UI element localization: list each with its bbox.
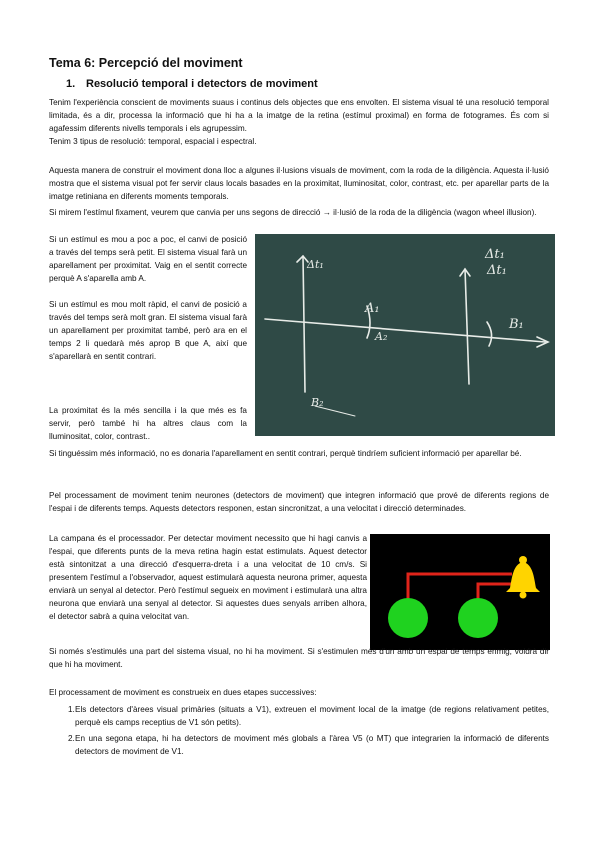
board-label-a1: A₁: [365, 301, 380, 316]
paragraph-motion-detectors: Pel processament de moviment tenim neurones (detectors de moviment) que integren informació que prové de diferents regions de l'espai i de diferents temps. Aquests detectors responen, estan sincronitzat, a una velocitat i direcció determinades.: [49, 491, 549, 513]
board-label-b2: B₂: [311, 396, 324, 409]
section-heading: [66, 78, 318, 90]
neuron-left: [388, 598, 428, 638]
paragraph-stages-intro: El processament de moviment es construeix en dues etapes successives:: [49, 688, 317, 697]
board-label-b1: B₁: [509, 317, 524, 332]
paragraph-slow-stimulus: Si un estímul es mou a poc a poc, el canvi de posició a través del temps serà petit. El sistema visual farà un aparellament per proximitat. Vaig en el sentit correcte perquè A s'aparella amb A.: [49, 235, 247, 283]
paragraph-single-stimulation: Si només s'estimulés una part del sistema visual, no hi ha moviment. Si s'estimulen més d'un amb un espai de temps enmig, voldrà dir que hi ha moviment.: [49, 647, 549, 669]
list-item-text: En una segona etapa, hi ha detectors de moviment més globals a l'àrea V5 (o MT) que integrarien la informació de diferents detectors de moviment de V1.: [75, 734, 549, 756]
blackboard-background: [255, 234, 555, 436]
paragraph-more-information: Si tinguéssim més informació, no es donaria l'aparellament en sentit contrari, perquè tindríem suficient informació per aparellar bé.: [49, 449, 522, 458]
paragraph-resolution-types: Tenim 3 tipus de resolució: temporal, espacial i espectral.: [49, 137, 257, 146]
board-label-at1: Δt₁: [487, 263, 507, 278]
blackboard-photo: [255, 234, 555, 436]
board-label-a2: A₂: [375, 330, 388, 343]
paragraph-intro: Tenim l'experiència conscient de moviments suaus i continus dels objectes que ens envolten. El sistema visual té una resolució temporal limitada, és a dir, processa la informació que hi ha a la imatge de la retina (estímul proximal) en forma de fotogrames. És com si agafessim diferents nivells temporals i els agrupessim.: [49, 98, 549, 133]
board-label-at1-top: Δt₁: [485, 247, 505, 262]
paragraph-proximity: La proximitat és la més sencilla i la que més es fa servir, però també hi ha altres claus com la lluminositat, color, contrast..: [49, 406, 247, 441]
paragraph-wagon-wheel: Si mirem l'estímul fixament, veurem que canvia per uns segons de direcció → il·lusió de la roda de la diligència (wagon wheel illusion).: [49, 208, 537, 217]
list-item: [49, 703, 549, 729]
board-label-at1-left: Δt₁: [307, 258, 324, 271]
list-item: [49, 732, 549, 758]
paragraph-illusions: Aquesta manera de construir el moviment dona lloc a algunes il·lusions visuals de moviment, com la roda de la diligència. Aquesta il·lusió mostra que el sistema visual pot fer servir claus locals basades en la proximitat, lluminositat, color, contrast, etc. per aparellar parts de la imatge retiniana en diferents moments temporals.: [49, 166, 549, 201]
list-item-text: Els detectors d'àrees visual primàries (situats a V1), extreuen el moviment local de la imatge (de regions relativament petites, perquè els camps receptius de V1 són petits).: [75, 705, 549, 727]
paragraph-fast-stimulus: Si un estímul es mou molt ràpid, el canvi de posició a través del temps serà molt gran. El sistema visual farà un aparellament per proximitat també, però ara en el temps 2 li quedarà més aprop B que A, així que s'aparellarà en sentit contrari.: [49, 300, 247, 361]
section-title: Resolució temporal i detectors de moviment: [86, 78, 318, 90]
list-item-number: 1.: [68, 705, 75, 714]
section-number: 1.: [66, 78, 76, 90]
motion-detector-diagram: [370, 534, 550, 650]
page-title: Tema 6: Percepció del moviment: [49, 56, 243, 70]
stages-list: [49, 703, 549, 761]
neuron-right: [458, 598, 498, 638]
list-item-number: 2.: [68, 734, 75, 743]
paragraph-bell-processor: La campana és el processador. Per detectar moviment necessito que hi hagi canvis a l'espai, que diferents punts de la meva retina hagin estat estimulats. Aquest detector està sintonitzat a una direcció d'esquerra-dreta i a una velocitat de 10 cm/s. Si presentem l'estímul a l'observador, aquest estimularà aquesta neurona primer, aquesta enviarà un senyal al detector. Però l'estímul segueix en moviment i estimularà una altra neurona que enviarà una senyal al detector. Si aquestes dues senyals arriben alhora, el detector sabrà a quina velocitat van.: [49, 534, 367, 621]
